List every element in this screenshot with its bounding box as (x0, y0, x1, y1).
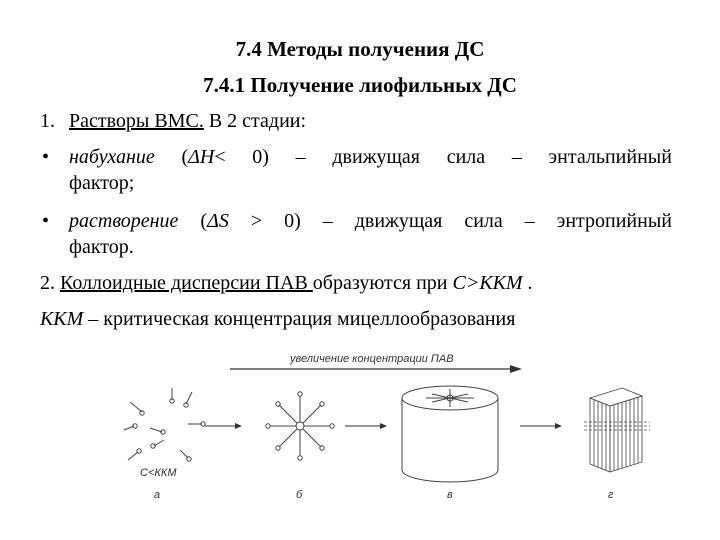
slide-subtitle: 7.4.1 Получение лиофильных ДС (203, 73, 517, 97)
word: набухание (69, 146, 155, 168)
underlined-term: Коллоидные дисперсии ПАВ (60, 272, 313, 294)
definition-text: – критическая концентрация мицеллообразования (83, 308, 516, 330)
bullet-continuation-2: фактор. (69, 236, 134, 258)
word: сила (446, 146, 486, 168)
word: энтальпийный (548, 146, 672, 168)
word: 0) (284, 210, 301, 232)
item-tail: . (522, 272, 533, 294)
bullet-continuation-1: фактор; (69, 172, 135, 194)
item-text: В 2 стадии: (203, 110, 307, 132)
word: – (322, 210, 333, 232)
cylindrical-micelle (402, 386, 498, 482)
list-number: 2. (40, 272, 55, 294)
word: движущая (354, 210, 443, 232)
spherical-micelle (266, 392, 334, 460)
panel-label-b: б (296, 489, 303, 500)
word: (ΔS (200, 210, 229, 232)
definition-line (40, 306, 515, 332)
bullet-text (69, 144, 672, 170)
slide-title: 7.4 Методы получения ДС (235, 37, 485, 61)
free-molecules (124, 388, 205, 461)
definition-term: ККМ (40, 308, 84, 330)
underlined-term: Растворы ВМС. (69, 110, 204, 132)
arrow-head-icon (380, 423, 387, 429)
word: – (524, 210, 535, 232)
bullet-marker: • (42, 146, 50, 168)
lamellar-micelle (584, 388, 650, 472)
arrow-head-icon (235, 423, 242, 429)
word: растворение (69, 210, 179, 232)
bullet-text (69, 208, 672, 234)
word: энтропийный (556, 210, 672, 232)
word: – (511, 146, 522, 168)
micelle-formation-figure (110, 340, 670, 500)
word: – (295, 146, 306, 168)
panel-label-a: а (154, 489, 161, 500)
word: (ΔH< (181, 146, 226, 168)
panel-label-c: в (447, 489, 453, 500)
word: 0) (252, 146, 269, 168)
bullet-marker: • (42, 210, 50, 232)
condition-text: С>ККМ (452, 272, 523, 294)
arrow-head-icon (555, 423, 562, 429)
word: сила (464, 210, 503, 232)
panel-label-d: г (608, 489, 614, 500)
word: > (250, 210, 263, 232)
word: движущая (332, 146, 420, 168)
condition-label: С<ККМ (140, 467, 177, 479)
arrow-head-icon (510, 365, 522, 373)
list-number: 1. (40, 110, 55, 132)
item-text: образуются при (312, 272, 453, 294)
list-item-2 (40, 270, 533, 296)
arrow-label: увеличение концентрации ПАВ (290, 353, 454, 365)
